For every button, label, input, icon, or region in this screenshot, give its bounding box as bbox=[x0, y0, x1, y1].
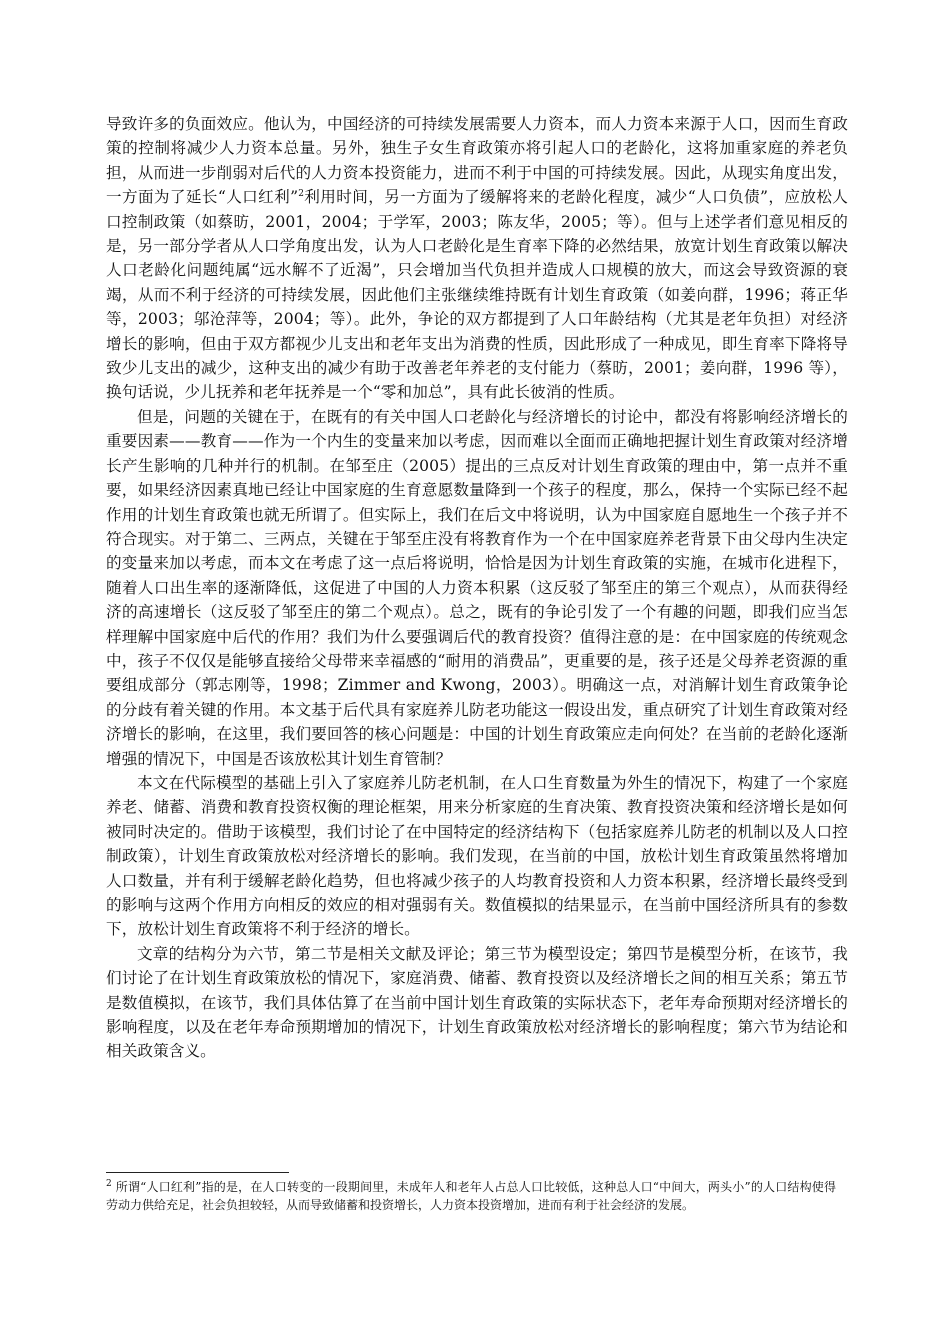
body-paragraph-1 bbox=[106, 112, 848, 405]
body-paragraph-2: 但是，问题的关键在于，在既有的有关中国人口老龄化与经济增长的讨论中，都没有将影响经济增长的重要因素——教育——作为一个内生的变量来加以考虑，因而难以全面而正确地把握计划生育政策对经济增长产生影响的几种并行的机制。在邹至庄（2005）提出的三点反对计划生育政策的理由中，第一点并不重要，如果经济因素真地已经让中国家庭的生育意愿数量降到一个孩子的程度，那么，保持一个实际已经不起作用的计划生育政策也就无所谓了。但实际上，我们在后文中将说明，认为中国家庭自愿地生一个孩子并不符合现实。对于第二、三两点，关键在于邹至庄没有将教育作为一个在中国家庭养老背景下由父母内生决定的变量来加以考虑，而本文在考虑了这一点后将说明，恰恰是因为计划生育政策的实施，在城市化进程下，随着人口出生率的逐渐降低，这促进了中国的人力资本积累（这反驳了邹至庄的第三个观点），从而获得经济的高速增长（这反驳了邹至庄的第二个观点）。总之，既有的争论引发了一个有趣的问题，即我们应当怎样理解中国家庭中后代的作用？我们为什么要强调后代的教育投资？值得注意的是：在中国家庭的传统观念中，孩子不仅仅是能够直接给父母带来幸福感的“耐用的消费品”，更重要的是，孩子还是父母养老资源的重要组成部分（郭志刚等，1998；Zimmer and Kwong，2003）。明确这一点，对消解计划生育政策争论的分歧有着关键的作用。本文基于后代具有家庭养儿防老功能这一假设出发，重点研究了计划生育政策对经济增长的影响，在这里，我们要回答的核心问题是：中国的计划生育政策应走向何处？在当前的老龄化逐渐增强的情况下，中国是否该放松其计划生育管制？ bbox=[106, 407, 848, 768]
footnote-2 bbox=[106, 1178, 836, 1214]
body-paragraph-4: 文章的结构分为六节，第二节是相关文献及评论；第三节为模型设定；第四节是模型分析，在该节，我们讨论了在计划生育政策放松的情况下，家庭消费、储蓄、教育投资以及经济增长之间的相互关系；第五节是数值模拟，在该节，我们具体估算了在当前中国计划生育政策的实际状态下，老年寿命预期对经济增长的影响程度，以及在老年寿命预期增加的情况下，计划生育政策放松对经济增长的影响程度；第六节为结论和相关政策含义。 bbox=[106, 944, 848, 1061]
footnote-text: 所谓“人口红利”指的是，在人口转变的一段期间里，未成年人和老年人占总人口比较低，这种总人口“中间大，两头小”的人口结构使得劳动力供给充足，社会负担较轻，从而导致储蓄和投资增长，人力资本投资增加，进而有利于社会经济的发展。 bbox=[106, 1180, 836, 1212]
paragraph-1-text-after-note: 利用时间，另一方面为了缓解将来的老龄化程度，减少“人口负债”，应放松人口控制政策（如蔡昉，2001，2004；于学军，2003；陈友华，2005；等）。但与上述学者们意见相反的是，另一部分学者从人口学角度出发，认为人口老龄化是生育率下降的必然结果，放宽计划生育政策以解决人口老龄化问题纯属“远水解不了近渴”，只会增加当代负担并造成人口规模的放大，而这会导致资源的衰竭，从而不利于经济的可持续发展，因此他们主张继续维持既有计划生育政策（如姜向群，1996；蒋正华等，2003；邬沧萍等，2004；等）。此外，争论的双方都提到了人口年龄结构（尤其是老年负担）对经济增长的影响，但由于双方都视少儿支出和老年支出为消费的性质，因此形成了一种成见，即生育率下降将导致少儿支出的减少，这种支出的减少有助于改善老年养老的支付能力（蔡昉，2001；姜向群，1996 等），换句话说，少儿抚养和老年抚养是一个“零和加总”，具有此长彼消的性质。 bbox=[106, 188, 848, 402]
document-body bbox=[106, 112, 848, 1064]
footnote-mark: 2 bbox=[106, 1179, 112, 1189]
body-paragraph-3: 本文在代际模型的基础上引入了家庭养儿防老机制，在人口生育数量为外生的情况下，构建了一个家庭养老、储蓄、消费和教育投资权衡的理论框架，用来分析家庭的生育决策、教育投资决策和经济增长是如何被同时决定的。借助于该模型，我们讨论了在中国特定的经济结构下（包括家庭养儿防老的机制以及人口控制政策），计划生育政策放松对经济增长的影响。我们发现，在当前的中国，放松计划生育政策虽然将增加人口数量，并有利于缓解老龄化趋势，但也将减少孩子的人均教育投资和人力资本积累，经济增长最终受到的影响与这两个作用方向相反的效应的相对强弱有关。数值模拟的结果显示，在当前中国经济所具有的参数下，放松计划生育政策将不利于经济的增长。 bbox=[106, 773, 848, 939]
footnote-separator bbox=[106, 1172, 289, 1173]
footnote-reference-2[interactable]: 2 bbox=[298, 189, 305, 200]
paragraph-1-text-before-note: 导致许多的负面效应。他认为，中国经济的可持续发展需要人力资本，而人力资本来源于人口，因而生育政策的控制将减少人力资本总量。另外，独生子女生育政策亦将引起人口的老龄化，这将加重家庭的养老负担，从而进一步削弱对后代的人力资本投资能力，进而不利于中国的可持续发展。因此，从现实角度出发，一方面为了延长“人口红利” bbox=[106, 115, 848, 207]
